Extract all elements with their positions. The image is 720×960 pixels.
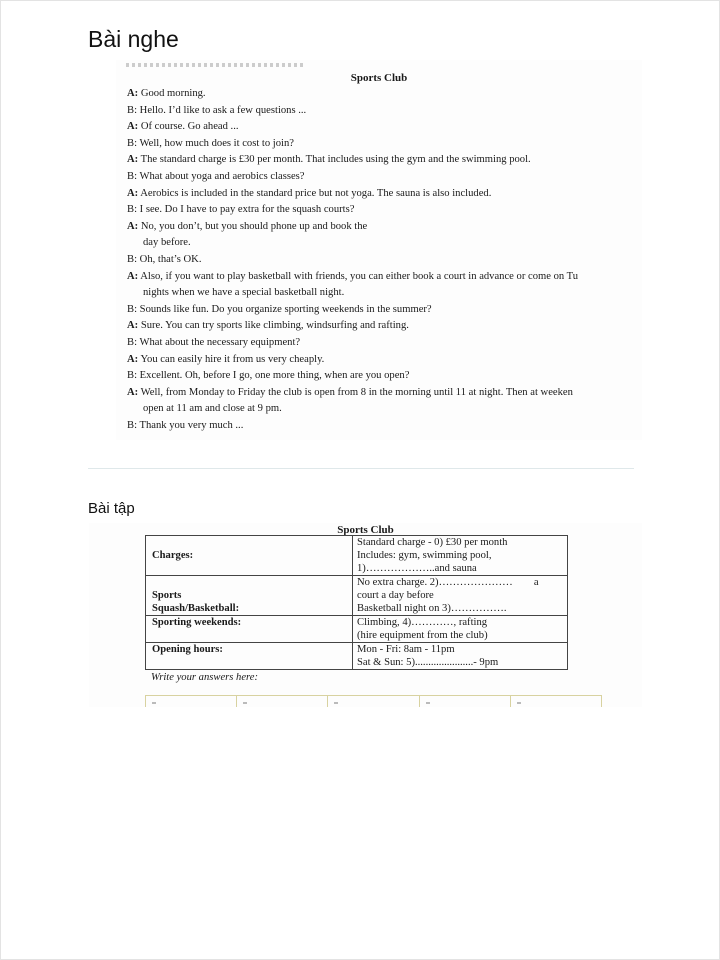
cropped-text-fragment bbox=[126, 63, 306, 67]
speaker-label: A: bbox=[127, 386, 139, 398]
dialogue-line bbox=[127, 385, 642, 418]
sports-label bbox=[146, 576, 353, 616]
dialogue-continuation: day before. bbox=[143, 237, 191, 249]
exercise-title: Sports Club bbox=[337, 524, 394, 536]
dialogue-line bbox=[127, 252, 642, 269]
dialogue-line bbox=[127, 186, 642, 203]
table-row-charges bbox=[146, 536, 568, 576]
section-divider bbox=[88, 468, 634, 469]
charges-line: Standard charge - 0) £30 per month bbox=[357, 537, 508, 548]
speaker-label: A: bbox=[127, 121, 139, 133]
charges-cell bbox=[353, 536, 568, 576]
dialogue-text: Hello. I’d like to ask a few questions ... bbox=[139, 104, 307, 116]
dialogue-text: Also, if you want to play basketball with friends, you can either book a court in advance or come on Tu bbox=[140, 270, 579, 282]
dialogue-list bbox=[127, 86, 642, 434]
weekends-line: (hire equipment from the club) bbox=[357, 630, 488, 641]
exercise-table bbox=[145, 535, 568, 670]
sports-line: No extra charge. 2)………………… a bbox=[357, 577, 539, 588]
speaker-label: A: bbox=[127, 320, 139, 332]
dialogue-line bbox=[127, 119, 642, 136]
answer-box bbox=[146, 696, 237, 707]
speaker-label: A: bbox=[127, 270, 139, 282]
speaker-label: B: bbox=[127, 370, 138, 382]
weekends-cell bbox=[353, 616, 568, 643]
dialogue-line bbox=[127, 219, 642, 252]
hours-line: Sat & Sun: 5)......................- 9pm bbox=[357, 657, 499, 668]
speaker-label: A: bbox=[127, 220, 139, 232]
dialogue-text: Well, from Monday to Friday the club is open from 8 in the morning until 11 at night. Then at weeken bbox=[140, 386, 573, 398]
speaker-label: A: bbox=[127, 88, 139, 99]
sports-line: court a day before bbox=[357, 590, 434, 601]
transcript-title: Sports Club bbox=[350, 72, 408, 84]
dialogue-line bbox=[127, 202, 642, 219]
dialogue-line bbox=[127, 169, 642, 186]
dialogue-line bbox=[127, 335, 642, 352]
hours-line: Mon - Fri: 8am - 11pm bbox=[357, 644, 455, 655]
listening-heading: Bài nghe bbox=[88, 26, 179, 52]
dialogue-line bbox=[127, 86, 642, 103]
charges-label: Charges: bbox=[146, 536, 353, 576]
answer-box bbox=[237, 696, 328, 707]
dialogue-line bbox=[127, 269, 642, 302]
dialogue-line bbox=[127, 103, 642, 120]
dialogue-text: Of course. Go ahead ... bbox=[140, 121, 239, 133]
transcript-image bbox=[116, 60, 642, 440]
dialogue-line bbox=[127, 368, 642, 385]
dialogue-continuation: nights when we have a special basketball night. bbox=[143, 287, 345, 299]
table-row-hours bbox=[146, 643, 568, 670]
answer-box bbox=[511, 696, 601, 707]
sports-label-line: Squash/Basketball: bbox=[152, 603, 240, 614]
answer-boxes bbox=[145, 695, 602, 707]
dialogue-text: The standard charge is £30 per month. That includes using the gym and the swimming pool. bbox=[140, 154, 531, 166]
dialogue-line bbox=[127, 418, 642, 435]
charges-line: 1)………………..and sauna bbox=[357, 563, 477, 574]
dialogue-text: I see. Do I have to pay extra for the squash courts? bbox=[139, 204, 355, 216]
answer-instruction: Write your answers here: bbox=[151, 672, 259, 683]
speaker-label: B: bbox=[127, 104, 138, 116]
speaker-label: B: bbox=[127, 419, 138, 431]
dialogue-line bbox=[127, 318, 642, 335]
dialogue-text: What about yoga and aerobics classes? bbox=[139, 170, 305, 182]
sports-cell bbox=[353, 576, 568, 616]
dialogue-line bbox=[127, 136, 642, 153]
weekends-label: Sporting weekends: bbox=[146, 616, 353, 643]
dialogue-text: Aerobics is included in the standard price but not yoga. The sauna is also included. bbox=[140, 187, 492, 199]
charges-line: Includes: gym, swimming pool, bbox=[357, 550, 492, 561]
table-row-sports bbox=[146, 576, 568, 616]
dialogue-text: Sounds like fun. Do you organize sporting weekends in the summer? bbox=[139, 303, 432, 315]
weekends-line: Climbing, 4)…………, rafting bbox=[357, 617, 488, 628]
dialogue-continuation: open at 11 am and close at 9 pm. bbox=[143, 403, 282, 415]
sports-line: Basketball night on 3)……………. bbox=[357, 603, 507, 614]
answer-box bbox=[328, 696, 419, 707]
dialogue-text: Thank you very much ... bbox=[139, 419, 244, 431]
speaker-label: B: bbox=[127, 170, 138, 182]
exercise-heading: Bài tập bbox=[88, 500, 135, 517]
exercise-image bbox=[89, 523, 642, 707]
dialogue-text: You can easily hire it from us very cheaply. bbox=[140, 353, 325, 365]
dialogue-text: Well, how much does it cost to join? bbox=[139, 137, 294, 149]
dialogue-text: No, you don’t, but you should phone up and book the bbox=[140, 220, 368, 232]
dialogue-line bbox=[127, 152, 642, 169]
hours-cell bbox=[353, 643, 568, 670]
speaker-label: A: bbox=[127, 187, 139, 199]
dialogue-text: Oh, that’s OK. bbox=[139, 253, 202, 265]
dialogue-text: Excellent. Oh, before I go, one more thing, when are you open? bbox=[139, 370, 410, 382]
speaker-label: A: bbox=[127, 154, 139, 166]
table-row-weekends bbox=[146, 616, 568, 643]
speaker-label: A: bbox=[127, 353, 139, 365]
dialogue-line bbox=[127, 302, 642, 319]
answer-box bbox=[420, 696, 511, 707]
speaker-label: B: bbox=[127, 336, 138, 348]
dialogue-text: Sure. You can try sports like climbing, windsurfing and rafting. bbox=[140, 320, 409, 332]
speaker-label: B: bbox=[127, 137, 138, 149]
speaker-label: B: bbox=[127, 204, 138, 216]
dialogue-line bbox=[127, 352, 642, 369]
speaker-label: B: bbox=[127, 253, 138, 265]
sports-label-line: Sports bbox=[152, 590, 182, 601]
speaker-label: B: bbox=[127, 303, 138, 315]
hours-label: Opening hours: bbox=[146, 643, 353, 670]
dialogue-text: What about the necessary equipment? bbox=[139, 336, 301, 348]
dialogue-text: Good morning. bbox=[140, 88, 206, 99]
